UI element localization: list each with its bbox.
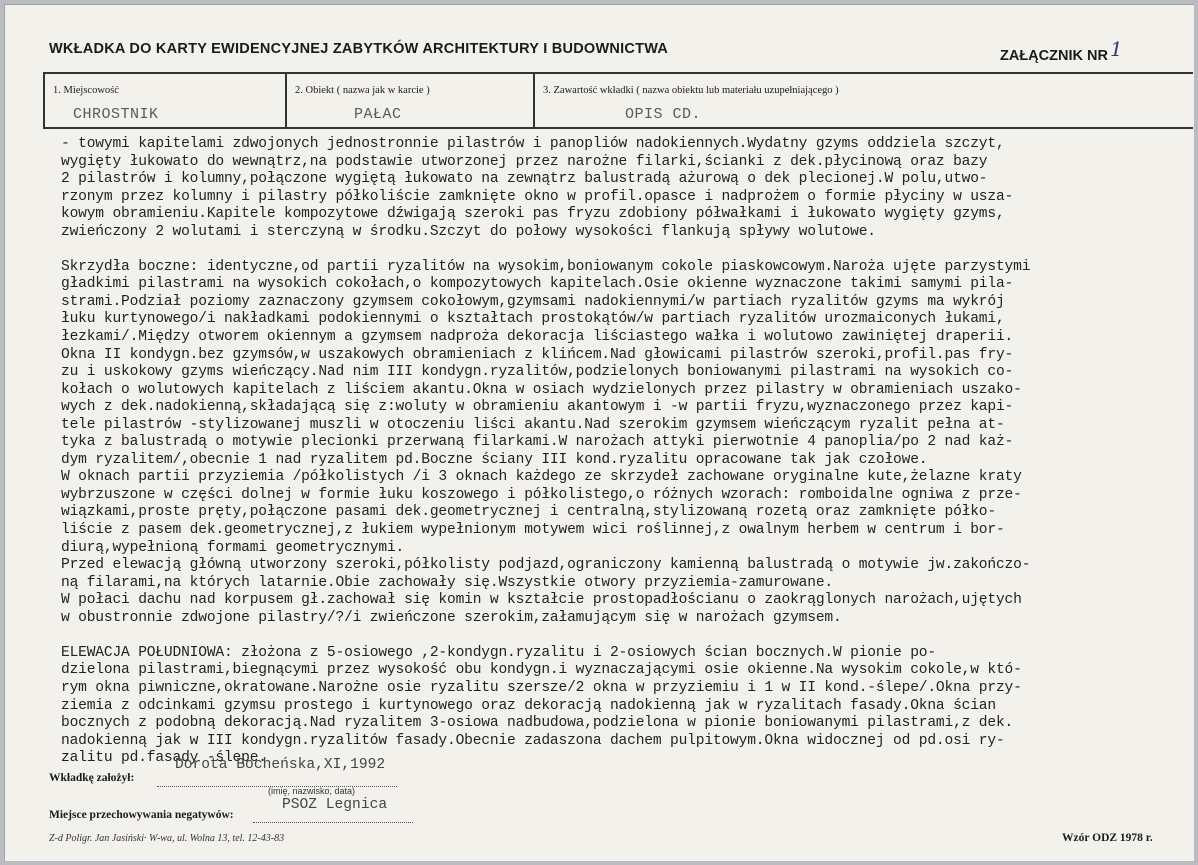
body-line: ną filarami,na których latarnie.Obie zachowały się.Wszystkie otwory przyziemia-zamurowane. — [61, 574, 833, 591]
body-line: dzielona pilastrami,biegnącymi przez wysokość obu kondygn.i wyznaczającymi osie okienne.Na wysokim cokole,w któ- — [61, 662, 1022, 679]
body-line: kowym obramieniu.Kapitele kompozytowe dźwigają szeroki pas fryzu zdobiony półwałkami i łukowato wygięty gzyms, — [61, 206, 1005, 223]
body-line: tyka z balustradą o motywie plecionki przerwaną filarkami.W narożach attyki pierwotnie 4 panoplia/po 2 nad każ- — [61, 434, 1014, 451]
body-line: - towymi kapitelami zdwojonych jednostronnie pilastrów i panopliów nadokiennych.Wydatny gzyms oddziela szczyt, — [61, 136, 1005, 152]
body-line: zwieńczony 2 wolutami i sterczyną w środku.Szczyt do połowy wysokości flankują spływy wolutowe. — [61, 223, 876, 240]
body-line: kołach o wolutowych kapitelach z liściem akantu.Okna w osiach wydzielonych przez pilastry w obramieniach uszako- — [61, 381, 1022, 398]
form-title: WKŁADKA DO KARTY EWIDENCYJNEJ ZABYTKÓW ARCHITEKTURY I BUDOWNICTWA — [49, 41, 669, 57]
author-value: Dorota Bocheńska,XI,1992 — [175, 757, 386, 773]
body-line: rzonym przez kolumny i pilastry półkoliście zamknięte okno w profil.opasce i nadprożem o formie płyciny w uszа- — [61, 188, 1014, 205]
body-line: ziemia z odcinkami gzymsu prostego i kurtynowego oraz dekoracją nadokienną jak w ryzalitach fasady.Okna ścian — [61, 697, 996, 714]
body-line: W oknach partii przyziemia /półkolistych /i 3 oknach każdego ze skrzydeł zachowane oryginalne kute,żelazne kraty — [61, 469, 1022, 486]
insert-author-label: Wkładkę założył: — [49, 772, 135, 784]
body-line: łuku kurtynowego/i nakładkami podokiennymi o kształtach prostokątów/w partiach ryzalitów urozmaiconych łukami, — [61, 311, 1005, 328]
body-line: dym ryzalitem/,obecnie 1 nad ryzalitem pd.Boczne ściany III kond.ryzalitu opracowane tak jak czołowe. — [61, 451, 928, 468]
content-value: OPIS CD. — [625, 106, 702, 123]
body-line: nadokienną jak w III kondygn.ryzalitów fasady.Obecnie zadaszona dachem pulpitowym.Okna widocznej od pd.osi ry- — [61, 732, 1005, 749]
negatives-value: PSOZ Legnica — [282, 797, 388, 813]
body-line: W połaci dachu nad korpusem gł.zachował się komin w kształcie prostopadłościanu o zaokrąglonych narożach,ujętych — [61, 592, 1022, 609]
body-line: wybrzuszone w części dolnej w formie łuku koszowego i półkolistego,o różnych wzorach: romboidalne ogniwa z prze- — [61, 486, 1022, 503]
body-line: bocznych z podobną dekoracją.Nad ryzalitem 3-osiowa nadbudowa,podzielona w pionie boniowanymi pilastrami,z dek. — [61, 715, 1014, 732]
annex-label — [1000, 37, 1123, 65]
field-divider-left — [43, 72, 45, 129]
body-line: liście z pasem dek.geometrycznej,z łukiem wypełnionym motywem wici roślinnej,z owalnym herbem w centrum i bor- — [61, 522, 1005, 539]
field-divider-1 — [285, 72, 287, 129]
body-line: w obustronnie zdwojone pilastry/?/i zwieńczone szerokim,załamującym się w narożach gzymsem. — [61, 609, 842, 626]
locality-value: CHROSTNIK — [73, 106, 159, 123]
header-top-rule — [43, 72, 1193, 74]
body-line: 2 pilastrów i kolumny,połączone wygiętą łukowato na zewnątrz balustradą ażurową o dek plecionej.W polu,utwo- — [61, 171, 988, 188]
negatives-dotted-line — [253, 822, 413, 823]
locality-label: 1. Miejscowość — [53, 85, 119, 96]
body-line: wiązkami,proste pręty,połączone pasami dek.geometrycznej i centralną,stylizowaną rozetą oraz zamknięte półko- — [61, 504, 996, 521]
object-value: PAŁAC — [354, 106, 402, 123]
annex-label-text: ZAŁĄCZNIK NR — [1000, 48, 1108, 64]
body-line: łezkami/.Między otworem okiennym a gzymsem nadproża dekoracja liściastego wałka i wolutowo zawiniętej draperii. — [61, 329, 1014, 346]
annex-number: 1 — [1109, 37, 1123, 61]
field-divider-2 — [533, 72, 535, 129]
body-line: ELEWACJA POŁUDNIOWA: złożona z 5-osiowego ,2-kondygn.ryzalitu i 2-osiowych ścian bocznych.W pionie po- — [61, 644, 936, 661]
body-line: wych z dek.nadokienną,składającą się z:woluty w obramieniu akantowym i -w partii fryzu,wyznaczonego przez kapi- — [61, 399, 1014, 416]
form-sheet — [4, 4, 1194, 861]
body-line: Przed elewacją główną utworzony szeroki,półkolisty podjazd,ograniczony kamienną balustradą o motywie jw.zakończo- — [61, 557, 1031, 574]
body-line: Okna II kondygn.bez gzymsów,w uszakowych obramieniach z klińcem.Nad głowicami pilastrów szeroki,profil.pas fry- — [61, 346, 1014, 363]
body-line: rym okna piwniczne,okratowane.Narożne osie ryzalitu szersze/2 okna w przyziemiu i 1 w II kond.-ślepe/.Okna przy- — [61, 679, 1022, 696]
description-body — [61, 136, 1198, 768]
body-line: zalitu pd.fasady -ślepe. — [61, 750, 267, 767]
body-line: wygięty łukowato do wewnątrz,na podstawie utworzonej przez narożne filarki,ścianki z dek.płycinową oraz bazy — [61, 153, 988, 170]
object-label: 2. Obiekt ( nazwa jak w karcie ) — [295, 85, 430, 96]
body-line: tele pilastrów -stylizowanej muszli w otoczeniu liści akantu.Nad szerokim gzymsem wieńczącym ryzalit pełna at- — [61, 416, 1005, 433]
body-line: gładkimi pilastrami na wysokich cokołach,o kompozytowych kapitelach.Osie okienne wyznaczone takimi samymi pila- — [61, 276, 1014, 293]
body-line: strami.Podział poziomy zaznaczony gzymsem cokołowym,gzymsami nadokiennymi/w partiach ryzalitów gzyms ma wykrój — [61, 293, 1005, 310]
body-line — [61, 241, 1198, 259]
header-bottom-rule — [43, 127, 1193, 129]
body-line: diurą,wypełnioną formami geometrycznymi. — [61, 539, 405, 556]
body-line: Skrzydła boczne: identyczne,od partii ryzalitów na wysokim,boniowanym cokole piaskowcowym.Naroża ujęte parzystymi — [61, 258, 1031, 275]
content-label: 3. Zawartość wkładki ( nazwa obiektu lub materiału uzupełniającego ) — [543, 85, 839, 96]
negatives-label: Miejsce przechowywania negatywów: — [49, 809, 234, 821]
printer-imprint: Z-d Poligr. Jan Jasiński· W-wa, ul. Wolna 13, tel. 12-43-83 — [49, 833, 285, 844]
body-line — [61, 627, 1198, 645]
form-code: Wzór ODZ 1978 r. — [1062, 832, 1153, 844]
author-note: (imię, nazwisko, data) — [268, 786, 356, 796]
body-line: zu i uskokowy gzyms wieńczący.Nad nim III kondygn.ryzalitów,podzielonych boniowanymi pilastrami na wysokich co- — [61, 364, 1014, 381]
